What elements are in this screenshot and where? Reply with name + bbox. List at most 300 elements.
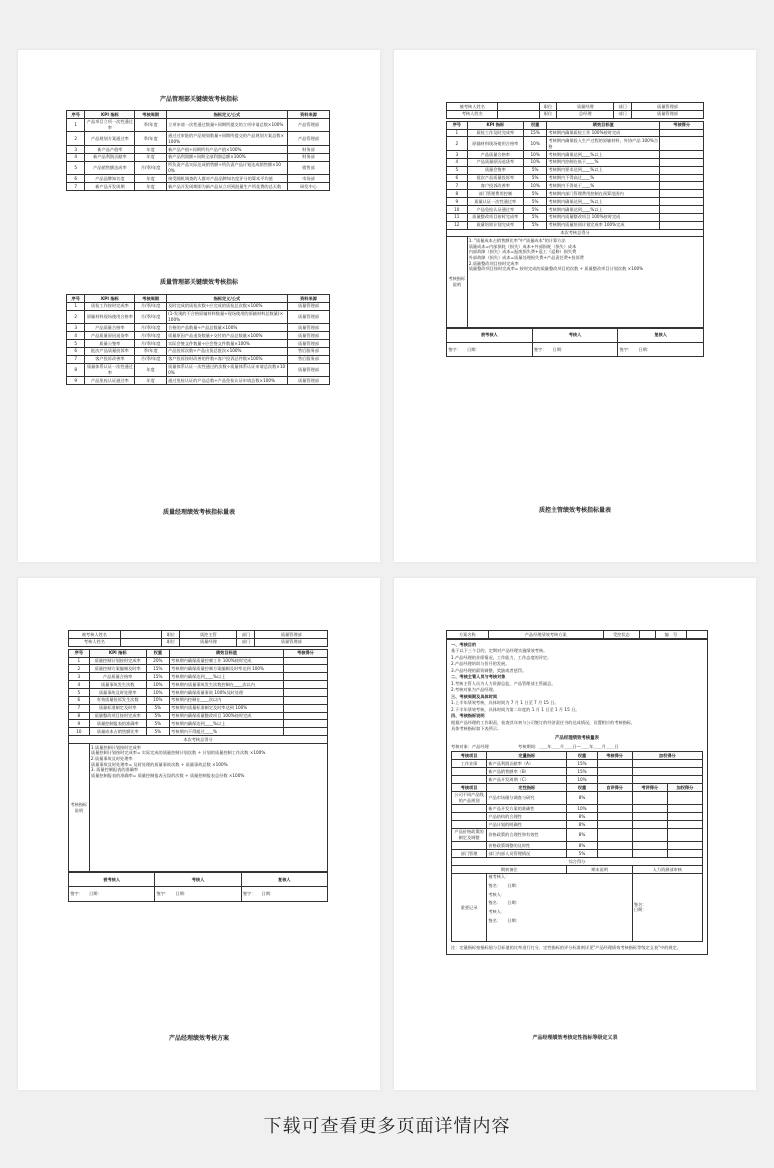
table-cell: 产品销售额达成率 (85, 161, 135, 175)
table-cell: 3 (447, 150, 468, 158)
note-line: 内部故障（损失）成本=报废损失费+返工（返修）损失费 (468, 249, 577, 255)
table-cell: 2 (67, 310, 85, 324)
remark-line: 考核人： (488, 891, 506, 897)
plan-header-cell (687, 631, 708, 639)
table-cell (667, 805, 702, 813)
table-cell: 月/季/年度 (135, 339, 167, 347)
table-cell: 10% (567, 776, 597, 784)
table-cell: 产品质量原因退货率 (467, 158, 524, 166)
column-header: 序号 (67, 111, 85, 119)
table-row (67, 332, 330, 340)
table-cell: 6 (69, 696, 90, 704)
table-cell: 考核期内确保达到____%以上 (547, 198, 660, 206)
section-line: 1.产品经理的业绩情况，工作能力，工作态度的评定。 (451, 654, 552, 660)
table-cell (632, 813, 667, 821)
table-cell: 质量认证一次性通过率 (467, 198, 524, 206)
table-cell: 考核期内确保质量事故 100%及时处理 (169, 689, 283, 697)
table-cell: 批次产品质量投诉率 (467, 174, 524, 182)
table-cell: 10% (567, 805, 597, 813)
table-cell: 部门 (614, 103, 632, 111)
table-cell: 6 (67, 347, 85, 355)
table-cell: 5% (524, 190, 547, 198)
table-row (67, 183, 330, 191)
plan-header-cell: 受控状态 (603, 631, 640, 639)
table-row (447, 190, 704, 198)
plan-header-cell: 产品经理绩效考核方案 (488, 631, 603, 639)
table-cell: 4 (447, 158, 468, 166)
table-cell: 有效质量投诉发生次数 (89, 696, 146, 704)
signature-header: 被考核人 (447, 328, 533, 342)
table-cell: 及时完成的质检次数÷应完成的质检总次数×100% (166, 302, 287, 310)
table-cell (632, 842, 667, 850)
table-row (69, 638, 328, 646)
table-cell: 客户投诉改善率 (467, 182, 524, 190)
table-cell: 财务部 (287, 153, 329, 161)
table-cell: 质量成本占销售额比率 (89, 728, 146, 736)
table-cell: 9 (447, 198, 468, 206)
column-header: 指标定义/公式 (166, 295, 287, 303)
table-cell: 产品价格政策的制定及调整 (452, 828, 487, 842)
table-cell: 2 (447, 137, 468, 151)
table-cell: 10% (524, 150, 547, 158)
total-row (452, 858, 703, 866)
table-cell: 价格政策的合理性和有效性 (487, 828, 567, 842)
total-label: 本次考核总得分 (447, 229, 704, 237)
kpi-table-product (66, 110, 330, 191)
table-cell: 客户投诉按时改善的件数÷客户投诉总件数×100% (166, 355, 287, 363)
table-cell: 部门 (237, 631, 255, 639)
notes-row (447, 237, 704, 327)
table-row (67, 363, 330, 377)
table-cell: 质量管理部 (287, 363, 329, 377)
total-row (69, 736, 328, 744)
table-cell: 8 (69, 712, 90, 720)
table-cell: 5% (524, 166, 547, 174)
table-cell (660, 137, 704, 151)
table-cell: 5% (146, 704, 169, 712)
table-cell (632, 805, 667, 813)
table-cell (660, 205, 704, 213)
plan-header-row (447, 631, 708, 639)
table-cell (632, 828, 667, 842)
table-cell: 15% (146, 673, 169, 681)
table-cell (667, 850, 702, 858)
table-cell (597, 842, 632, 850)
table-cell: 考核期内确保质量控制方案编制及时率达到 100% (169, 665, 283, 673)
table-cell: 产品免检认证通过率 (467, 205, 524, 213)
table-cell (660, 182, 704, 190)
section-heading: 二、考核主管人员与考核对象 (451, 674, 506, 680)
table-cell: 9 (67, 377, 85, 385)
table-row (447, 198, 704, 206)
table-cell: 8 (447, 190, 468, 198)
remark-line: 签名： 日期： (488, 900, 520, 906)
column-header: KPI 指标 (467, 121, 524, 129)
table-cell: 11 (447, 213, 468, 221)
table-cell: 质量事故发生次数 (89, 681, 146, 689)
signature-cell: 签字： 日期： (618, 342, 704, 356)
column-header: 考核得分 (597, 752, 632, 760)
notes-label: 考核指标说明 (69, 744, 90, 872)
table-row (452, 813, 703, 821)
table-row (447, 158, 704, 166)
total-label: 本次考核总得分 (69, 736, 328, 744)
table-row (69, 720, 328, 728)
table-cell: 产品质量合格率 (89, 673, 146, 681)
signature-cell: 签字： 日期： (532, 342, 618, 356)
table-cell (283, 665, 327, 673)
table-cell: 2 (69, 665, 90, 673)
table-cell (660, 158, 704, 166)
page4-caption: 产品经理绩效考核定性指标等级定义表 (532, 1035, 618, 1041)
qual-header-row (452, 783, 703, 791)
table-cell: 10% (524, 137, 547, 151)
table-cell: 1 (447, 129, 468, 137)
table-cell (283, 720, 327, 728)
section-line: 基于以下三个目的，定期对产品经理实施绩效考核。 (451, 648, 548, 654)
table-row (452, 776, 703, 784)
table-cell: 8% (567, 828, 597, 842)
table-cell: 考核期内不得高过____% (547, 174, 660, 182)
table-cell: 5 (67, 161, 85, 175)
column-header: 绩效目标值 (169, 649, 283, 657)
table-cell (597, 821, 632, 829)
remark-header: 期初备注 (452, 865, 567, 873)
table-cell: 所负责产品实际达成销售额÷所负责产品计划达成销售额×100% (166, 161, 287, 175)
table-cell: 考核期内确保达到____%以上 (547, 205, 660, 213)
table-cell: 15% (567, 768, 597, 776)
table-cell: 质量管理部 (287, 339, 329, 347)
table-cell: 质量体系认证一次性通过的次数÷质量体系认证申请总次数×100% (166, 363, 287, 377)
column-header: 资料来源 (287, 111, 329, 119)
table-cell: 售后服务部 (287, 347, 329, 355)
column-header: 考核周期 (135, 111, 167, 119)
table-cell: 15% (524, 129, 547, 137)
document-page-4 (394, 578, 756, 1090)
signature-header: 考核人 (532, 328, 618, 342)
table-cell: 被考核人姓名 (447, 103, 498, 111)
table-cell: 考核期内确保质检工作 100%按时完成 (547, 129, 660, 137)
table-cell (667, 821, 702, 829)
table-row (69, 665, 328, 673)
section-line: 3.产品经理的薪资调整，奖励或者惩罚。 (451, 667, 527, 673)
column-header: 考核周期 (135, 295, 167, 303)
table-row (67, 310, 330, 324)
table-cell (597, 850, 632, 858)
table-cell: 年度 (135, 377, 167, 385)
section-line: 1.考核主管人员为人力资源总监，产品管理部主管副总。 (451, 680, 556, 686)
table-cell: 月/季/年度 (135, 332, 167, 340)
table-cell: 考核人姓名 (69, 638, 121, 646)
table-cell (660, 221, 704, 229)
signature-header-row (69, 873, 328, 887)
table-cell: 工作业绩 (452, 760, 487, 768)
remark-header: 人力资源部审核 (632, 865, 702, 873)
table-cell: 4 (67, 153, 85, 161)
table-cell: 5% (567, 850, 597, 858)
table-cell (498, 103, 539, 111)
table-cell: 考核期内不得超过____% (169, 728, 283, 736)
table-cell: 考核期内部门管理费用控制在预算范围内 (547, 190, 660, 198)
note-line: 2.质量整改项目按时完成率 (468, 260, 519, 266)
notes-label: 考核指标说明 (447, 237, 468, 327)
table-cell: 8% (567, 813, 597, 821)
table-cell: 质量经理 (557, 103, 614, 111)
table-cell: 月/季/年度 (135, 310, 167, 324)
table-header-row (69, 649, 328, 657)
table-cell: 产品管理部 (287, 132, 329, 146)
table-cell: 通过免检认证的产品总数÷产品免检认证申请总数×100% (166, 377, 287, 385)
table-cell: 5% (524, 205, 547, 213)
plan-note: 注：定量指标按指标值与目标值的比率进行打分，定性指标的评分标准则详见"产品经理绩效考核指标等级定义表"中的规定。 (451, 945, 681, 951)
table-cell (283, 657, 327, 665)
table-row (69, 673, 328, 681)
table-cell: 年度 (135, 183, 167, 191)
column-header: 自评得分 (597, 783, 632, 791)
table-cell: 质量管理部 (287, 302, 329, 310)
table-cell: 新产品利润额÷同期全部利润总额×100% (166, 153, 287, 161)
table-row (447, 103, 704, 111)
table-cell (283, 704, 327, 712)
table-cell: 产品计划的明确性 (487, 821, 567, 829)
table-cell: 5% (146, 712, 169, 720)
table-row (69, 728, 328, 736)
table-cell: 接受随机调查的人群对产品品牌知名度评分的算术平均值 (166, 175, 287, 183)
section-line: 根据产品经理的工作职责，检查其年初与公司签订的经济责任书的达成情况，设置相应的考核指标， (451, 719, 636, 725)
table-row (447, 110, 704, 118)
signature-header-row (447, 328, 704, 342)
table-row (67, 347, 330, 355)
table-cell (632, 768, 702, 776)
table-cell: 新产品开发周期（C） (487, 776, 567, 784)
remark-label: 重要记录 (452, 873, 487, 941)
remark-line: 签名： 日期： (488, 917, 520, 923)
product-manager-plan-form (446, 630, 708, 955)
note-line: 2.质量事故及时处理率 (90, 755, 133, 761)
table-cell (660, 213, 704, 221)
notes-row (69, 744, 328, 872)
table-cell: 批次产品质量投诉率 (85, 347, 135, 355)
scale-meta: 考核对象：产品经理 考核期间：＿＿年＿＿月＿＿日—＿＿年＿＿月＿＿日 (451, 743, 619, 749)
table-cell (632, 850, 667, 858)
table-cell: 质量整改项目按时完成率 (467, 213, 524, 221)
table-row (452, 842, 703, 850)
signature-row (69, 887, 328, 901)
table-cell (660, 166, 704, 174)
table-cell: 质控主管 (180, 631, 237, 639)
table-cell: 质量会签率 (467, 166, 524, 174)
table-cell: 部门内部人员管理情况 (487, 850, 567, 858)
table-row (447, 221, 704, 229)
table-header-row (67, 111, 330, 119)
table-cell (597, 813, 632, 821)
table-cell: 考核人姓名 (447, 110, 498, 118)
table-cell (120, 638, 161, 646)
table-cell: 5% (524, 198, 547, 206)
column-header: 考核得分 (283, 649, 327, 657)
table-cell (660, 198, 704, 206)
table-cell: 年度 (135, 153, 167, 161)
column-header: 加权得分 (632, 752, 702, 760)
table-cell: 总经理 (557, 110, 614, 118)
table-cell: 考核期内控制在____次以内 (169, 696, 283, 704)
remark-content (487, 873, 633, 941)
table-cell: 客户投诉改善率 (85, 355, 135, 363)
table-cell: 月/季/年度 (135, 324, 167, 332)
table-cell: 部门管理 (452, 850, 487, 858)
section-line: 具体考核指标如下表所示。 (451, 726, 502, 732)
table-cell: 7 (447, 182, 468, 190)
table-row (67, 302, 330, 310)
column-header: 考核得分 (660, 121, 704, 129)
table-cell: 职位 (539, 103, 557, 111)
table-row (452, 760, 703, 768)
table-row (447, 182, 704, 190)
table-cell: 月/季/年度 (135, 161, 167, 175)
table-cell: 9 (69, 720, 90, 728)
table-cell: 考核期内确保达到____%以上 (547, 150, 660, 158)
table-row (447, 150, 704, 158)
table-cell: 质量控制报表的准确率 (89, 720, 146, 728)
column-header: KPI 指标 (85, 295, 135, 303)
table-cell: 产品品牌知名度 (85, 175, 135, 183)
table-cell: 产品质量合格率 (85, 324, 135, 332)
total-row (447, 229, 704, 237)
column-header: 权重 (567, 752, 597, 760)
note-line: 1. "质量成本占销售额比率"中"质量成本"的计算方法 (468, 238, 566, 244)
table-cell: 产品质量原因退货率 (85, 332, 135, 340)
table-cell: 考核期内确保达到____%以上 (169, 673, 283, 681)
table-cell: 售后服务部 (287, 355, 329, 363)
plan-header-cell: 编 号 (655, 631, 686, 639)
table-cell (283, 673, 327, 681)
table-cell (597, 791, 632, 805)
table-cell: 年度 (135, 175, 167, 183)
table-cell: 市场部 (287, 175, 329, 183)
table-cell: 考核期内确保投入生产过程的原辅材料，外协产品 100%合格 (548, 138, 659, 149)
table-cell (632, 760, 702, 768)
table-cell (452, 813, 487, 821)
notes-content (89, 744, 327, 872)
table-row (452, 821, 703, 829)
remark-right (632, 873, 702, 941)
column-header: KPI 指标 (85, 111, 135, 119)
signature-header: 复核人 (241, 873, 327, 887)
table-cell: 质量体系认证一次性通过率 (86, 364, 133, 375)
download-more-footer: 下载可查看更多页面详情内容 (263, 1116, 511, 1137)
table-cell: 季/年度 (135, 347, 167, 355)
section-line: 2.考核对象为产品经理。 (451, 687, 497, 693)
note-line: 质量成本=内部损耗（损失）成本+外部损耗（损失）成本 (468, 243, 577, 249)
plan-header-cell: 方案名称 (447, 631, 489, 639)
table-row (452, 791, 703, 805)
table-cell: 3 (67, 145, 85, 153)
document-page-1 (18, 50, 380, 562)
table-row (447, 213, 704, 221)
note-line: 质量控制报表的准确率= 质量控制报表无误的次数 ÷ 质量控制报表总份数 ×100% (90, 772, 245, 778)
table-cell: 月/季/年度 (135, 302, 167, 310)
column-header: 定性指标 (487, 783, 567, 791)
table-cell: 产品免检认证通过率 (85, 377, 135, 385)
table-cell: 考核期内质量标准制定及时率达到 100% (169, 704, 283, 712)
table-cell (597, 760, 632, 768)
page1-title-2: 质量管理部关键绩效考核指标 (159, 279, 238, 286)
table-row (447, 205, 704, 213)
table-cell: 考核期内确保质量控制工作 100%按时完成 (169, 657, 283, 665)
table-cell: 10 (447, 205, 468, 213)
table-cell: 质量原因产品退货数量÷交付的产品总数量×100% (166, 332, 287, 340)
plan-body (447, 639, 708, 954)
table-cell: 新产品利润贡献率 (85, 153, 135, 161)
table-cell: 4 (69, 681, 90, 689)
table-row (67, 324, 330, 332)
table-cell (667, 828, 702, 842)
column-header: KPI 指标 (89, 649, 146, 657)
column-header: 考核项目 (452, 783, 487, 791)
table-cell: 季/年度 (135, 132, 167, 146)
signature-cell: 签字： 日期： (241, 887, 327, 901)
table-cell: 10 (69, 728, 90, 736)
notes-content (467, 237, 703, 327)
table-row (69, 689, 328, 697)
table-cell: (1-发现的不合格原辅材料数量÷现场使用的原辅材料总数量)×100% (166, 310, 287, 324)
table-cell: 质量控制计划按时完成率 (89, 657, 146, 665)
table-row (67, 132, 330, 146)
table-cell (660, 129, 704, 137)
table-cell: 8% (567, 842, 597, 850)
table-cell: 质检工作及时完成率 (467, 129, 524, 137)
table-cell: 质量管理部 (287, 324, 329, 332)
table-cell: 2 (67, 132, 85, 146)
table-cell: 质量公签率 (85, 339, 135, 347)
document-page-3 (18, 578, 380, 1090)
table-row (452, 828, 703, 842)
table-cell: 合格的产品数量÷产品总数量×100% (166, 324, 287, 332)
table-cell: 15% (567, 760, 597, 768)
column-header: 权重 (524, 121, 547, 129)
table-cell: 价格政策调整的及时性 (487, 842, 567, 850)
table-cell: 月/季/年度 (135, 355, 167, 363)
table-row (69, 681, 328, 689)
note-line: 3. 质量控制报表的准确率 (90, 767, 139, 773)
column-header: 序号 (447, 121, 468, 129)
table-cell: 被考核人姓名 (69, 631, 121, 639)
table-cell: 7 (69, 704, 90, 712)
table-cell (452, 842, 487, 850)
table-cell: 8% (567, 821, 597, 829)
note-line: 1.质量控制计划按时完成率 (90, 744, 141, 750)
quality-manager-kpi-form (446, 102, 704, 357)
table-cell: 职位 (539, 110, 557, 118)
table-cell (660, 150, 704, 158)
table-cell: 通过过审批的产品规划数量÷同期所提交的产品规划方案总数×100% (166, 132, 287, 146)
scale-title: 产品经理绩效考核量表 (555, 735, 599, 741)
table-cell (597, 828, 632, 842)
table-cell: 销售部 (287, 161, 329, 175)
table-cell: 质量管理部 (632, 103, 704, 111)
table-cell: 质量控制方案编制及时率 (89, 665, 146, 673)
column-header: 考评得分 (632, 783, 667, 791)
table-cell: 8 (67, 363, 85, 377)
table-cell (632, 776, 702, 784)
table-cell: 年度 (135, 145, 167, 153)
quality-supervisor-kpi-form (68, 630, 328, 902)
table-row (67, 175, 330, 183)
table-cell (667, 842, 702, 850)
table-cell: 原辅材料现场使用合格率 (467, 137, 524, 151)
table-cell: 1 (69, 657, 90, 665)
table-row (447, 129, 704, 137)
